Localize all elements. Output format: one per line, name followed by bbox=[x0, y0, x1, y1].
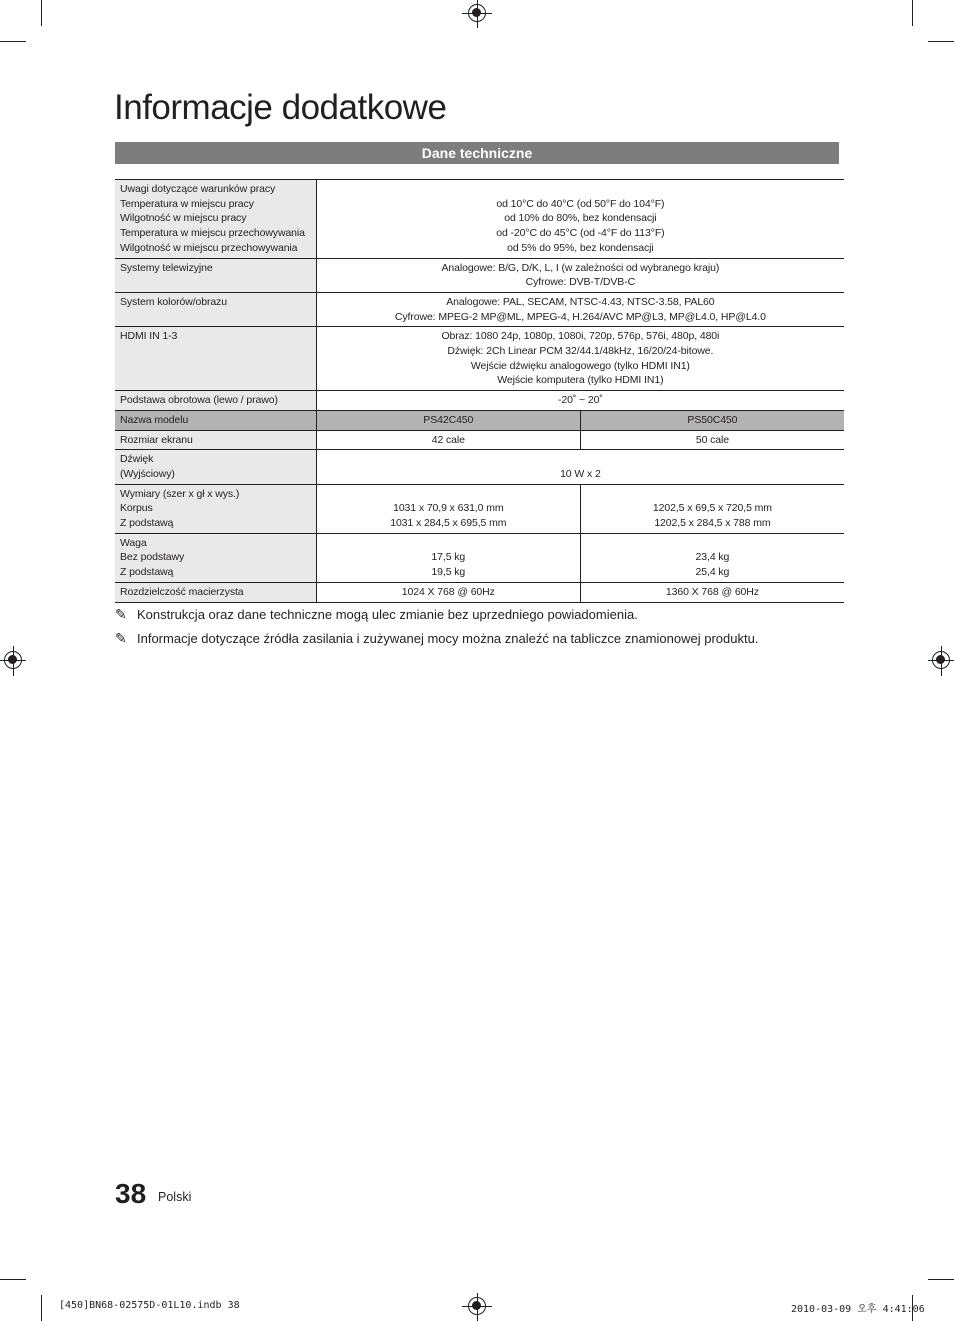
table-row bbox=[115, 180, 844, 259]
row-value: od 10°C do 40°C (od 50°F do 104°F) od 10% do 80%, bez kondensacji od -20°C do 45°C (od -4°F do 113°F) od 5% do 95%, bez kondensacji bbox=[316, 180, 844, 259]
page-language: Polski bbox=[158, 1190, 192, 1204]
row-value: 10 W x 2 bbox=[316, 450, 844, 484]
model-b: PS50C450 bbox=[580, 410, 844, 430]
row-value-a: 17,5 kg 19,5 kg bbox=[316, 533, 580, 582]
row-value-a: 42 cale bbox=[316, 430, 580, 450]
row-label: Waga Bez podstawy Z podstawą bbox=[115, 533, 316, 582]
table-row bbox=[115, 484, 844, 533]
model-a: PS42C450 bbox=[316, 410, 580, 430]
row-label: Rozdzielczość macierzysta bbox=[115, 582, 316, 602]
section-header: Dane techniczne bbox=[115, 142, 839, 164]
footer-date: 2010-03-09 오후 4:41:06 bbox=[791, 1304, 925, 1315]
row-label: Uwagi dotyczące warunków pracy Temperatura w miejscu pracy Wilgotność w miejscu pracy Temperatura w miejscu przechowywania Wilgotność w miejscu przechowywania bbox=[115, 180, 316, 259]
footer-file-info: [450]BN68-02575D-01L10.indb 38 bbox=[59, 1300, 240, 1311]
row-value-a: 1024 X 768 @ 60Hz bbox=[316, 582, 580, 602]
row-value: -20˚ ~ 20˚ bbox=[316, 391, 844, 411]
row-label: HDMI IN 1-3 bbox=[115, 327, 316, 391]
table-row bbox=[115, 533, 844, 582]
table-row bbox=[115, 292, 844, 326]
page-number: 38 bbox=[115, 1178, 147, 1209]
notes-list bbox=[115, 605, 758, 653]
table-row bbox=[115, 391, 844, 411]
table-row bbox=[115, 410, 844, 430]
row-value: Analogowe: PAL, SECAM, NTSC-4.43, NTSC-3.58, PAL60 Cyfrowe: MPEG-2 MP@ML, MPEG-4, H.264/AVC MP@L3, MP@L4.0, HP@L4.0 bbox=[316, 292, 844, 326]
table-row bbox=[115, 582, 844, 602]
crop-mark bbox=[41, 1295, 42, 1321]
row-label: Wymiary (szer x gł x wys.) Korpus Z podstawą bbox=[115, 484, 316, 533]
table-row bbox=[115, 430, 844, 450]
note-item: ✎ Konstrukcja oraz dane techniczne mogą ulec zmianie bez uprzedniego powiadomienia. bbox=[115, 606, 638, 622]
row-label: Nazwa modelu bbox=[115, 410, 316, 430]
registration-line bbox=[477, 0, 478, 28]
row-value-b: 1360 X 768 @ 60Hz bbox=[580, 582, 844, 602]
row-label: Systemy telewizyjne bbox=[115, 258, 316, 292]
crop-mark bbox=[928, 41, 954, 42]
row-value: Analogowe: B/G, D/K, L, I (w zależności od wybranego kraju) Cyfrowe: DVB-T/DVB-C bbox=[316, 258, 844, 292]
row-label: Podstawa obrotowa (lewo / prawo) bbox=[115, 391, 316, 411]
registration-line bbox=[13, 646, 14, 676]
crop-mark bbox=[0, 1279, 26, 1280]
row-value-b: 50 cale bbox=[580, 430, 844, 450]
row-label: System kolorów/obrazu bbox=[115, 292, 316, 326]
crop-mark bbox=[912, 0, 913, 26]
note-item: ✎ Informacje dotyczące źródła zasilania i zużywanej mocy można znaleźć na tabliczce znamionowej produktu. bbox=[115, 630, 759, 646]
pencil-note-icon: ✎ bbox=[115, 630, 127, 646]
row-value-a: 1031 x 70,9 x 631,0 mm 1031 x 284,5 x 695,5 mm bbox=[316, 484, 580, 533]
row-value: Obraz: 1080 24p, 1080p, 1080i, 720p, 576p, 576i, 480p, 480i Dźwięk: 2Ch Linear PCM 32/44.1/48kHz, 16/20/24-bitowe. Wejście dźwięku analogowego (tylko HDMI IN1) Wejście komputera (tylko HDMI IN1) bbox=[316, 327, 844, 391]
row-label: Rozmiar ekranu bbox=[115, 430, 316, 450]
crop-mark bbox=[41, 0, 42, 26]
table-row bbox=[115, 450, 844, 484]
spec-table bbox=[115, 179, 844, 603]
crop-mark bbox=[0, 41, 26, 42]
table-row bbox=[115, 258, 844, 292]
row-value-b: 23,4 kg 25,4 kg bbox=[580, 533, 844, 582]
row-value-b: 1202,5 x 69,5 x 720,5 mm 1202,5 x 284,5 x 788 mm bbox=[580, 484, 844, 533]
row-label: Dźwięk (Wyjściowy) bbox=[115, 450, 316, 484]
table-row bbox=[115, 327, 844, 391]
page-title: Informacje dodatkowe bbox=[114, 88, 447, 127]
crop-mark bbox=[928, 1279, 954, 1280]
registration-line bbox=[477, 1293, 478, 1321]
pencil-note-icon: ✎ bbox=[115, 606, 127, 622]
registration-line bbox=[941, 646, 942, 676]
